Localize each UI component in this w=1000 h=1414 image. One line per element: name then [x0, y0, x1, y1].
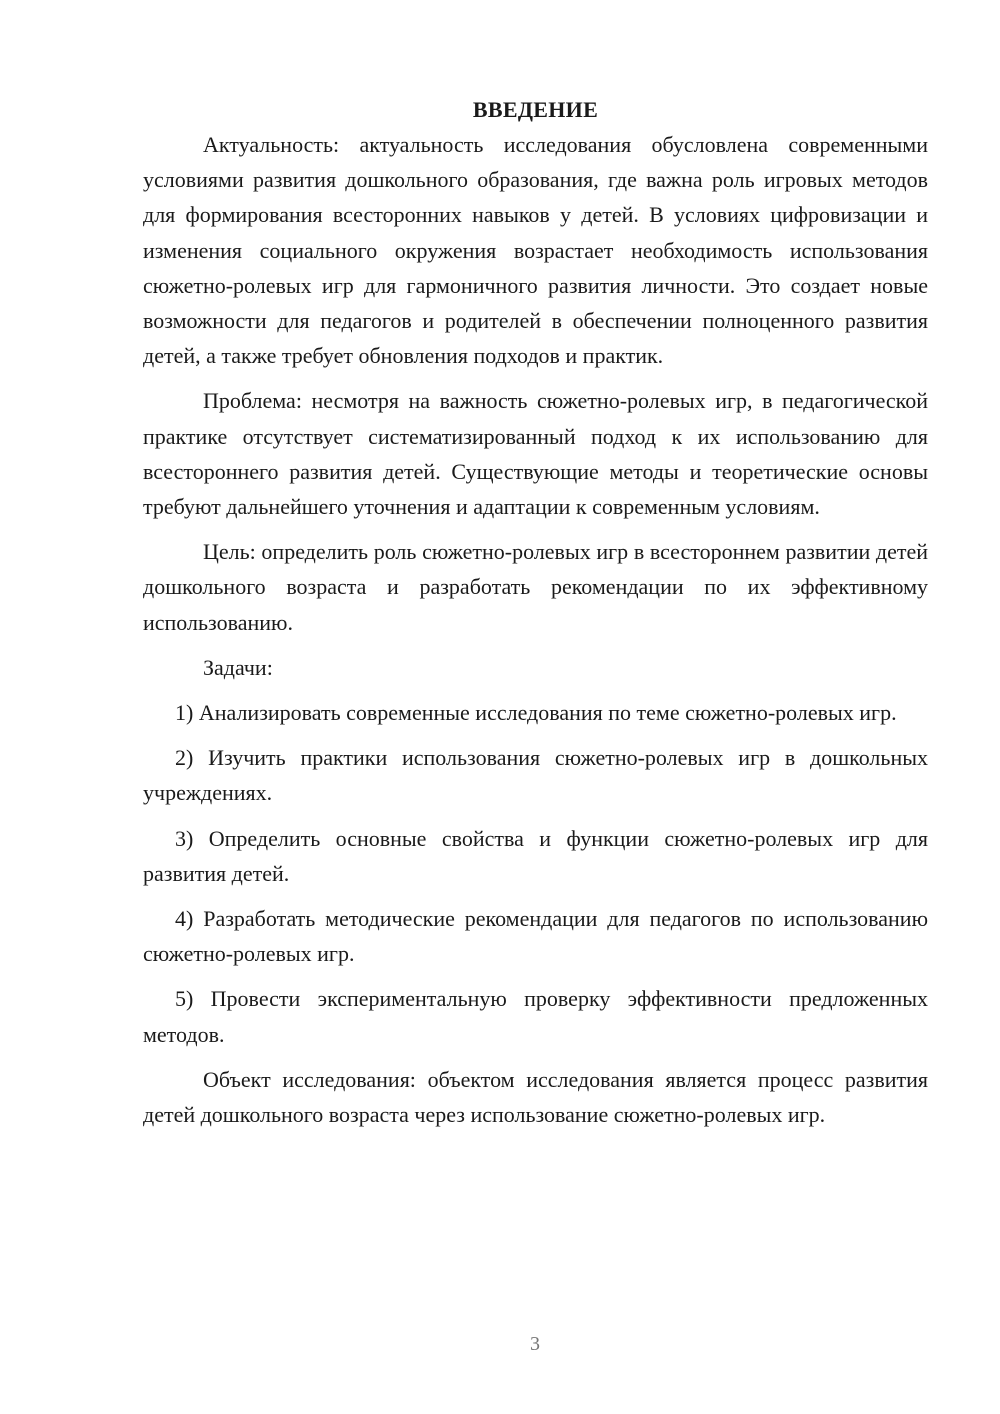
document-page — [143, 92, 928, 1132]
task-item-1: 1) Анализировать современные исследования по теме сюжетно-ролевых игр. — [175, 700, 897, 726]
tasks-label: Задачи: — [203, 654, 273, 680]
task-item-3: 3) Определить основные свойства и функции сюжетно-ролевых игр для развития детей. — [143, 825, 928, 886]
page-number: 3 — [530, 1333, 540, 1355]
problem-paragraph: Проблема: несмотря на важность сюжетно-ролевых игр, в педагогической практике отсутствует систематизированный подход к их использованию для всестороннего развития детей. Существующие методы и теоретические основы требуют дальнейшего уточнения и адаптации к современным условиям. — [143, 388, 928, 520]
goal-paragraph: Цель: определить роль сюжетно-ролевых игр в всестороннем развитии детей дошкольного возраста и разработать рекомендации по их эффективному использованию. — [143, 539, 928, 635]
task-item-4: 4) Разработать методические рекомендации для педагогов по использованию сюжетно-ролевых игр. — [143, 906, 928, 967]
task-item-5: 5) Провести экспериментальную проверку эффективности предложенных методов. — [143, 986, 928, 1047]
object-paragraph: Объект исследования: объектом исследования является процесс развития детей дошкольного возраста через использование сюжетно-ролевых игр. — [143, 1066, 928, 1128]
relevance-paragraph: Актуальность: актуальность исследования обусловлена современными условиями развития дошкольного образования, где важна роль игровых методов для формирования всесторонних навыков у детей. В условиях цифровизации и изменения социального окружения возрастает необходимость использования сюжетно-ролевых игр для гармоничного развития личности. Это создает новые возможности для педагогов и родителей в обеспечении полноценного развития детей, а также требует обновления подходов и практик. — [143, 132, 928, 369]
section-heading: ВВЕДЕНИЕ — [472, 97, 599, 122]
task-item-2: 2) Изучить практики использования сюжетно-ролевых игр в дошкольных учреждениях. — [143, 745, 928, 806]
